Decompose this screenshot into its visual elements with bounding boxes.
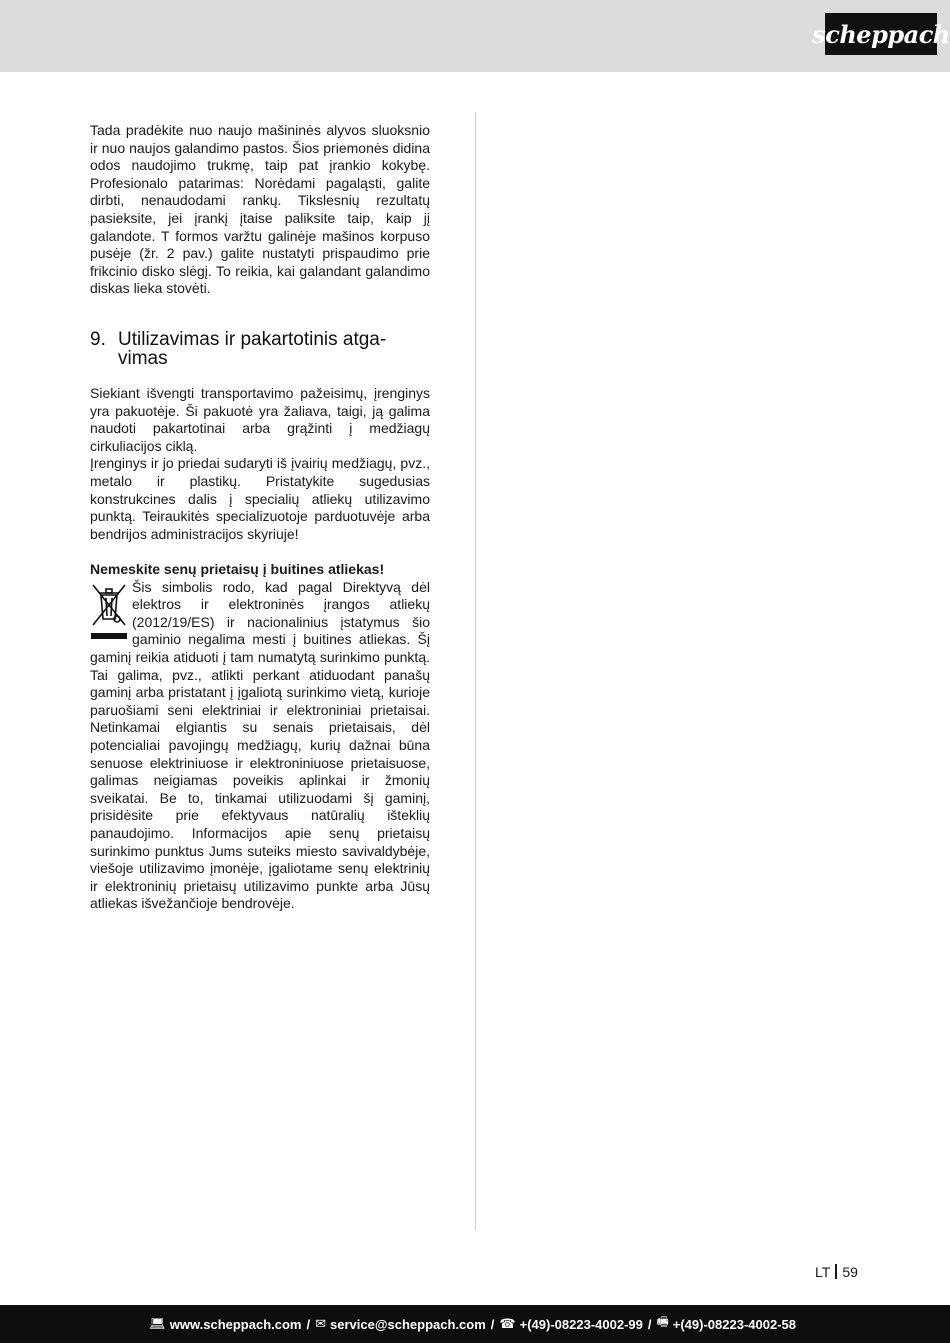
brand-logo: scheppach [825,13,937,55]
page-number [815,1264,858,1280]
page-language: LT [815,1264,831,1280]
header-band [0,0,950,72]
page-number-separator [835,1264,837,1279]
section-title-line1: Utilizavimas ir pakartotinis atga- [118,329,387,350]
footer-phone: +(49)-08223-4002-99 [519,1316,643,1332]
footer-fax: +(49)-08223-4002-58 [672,1316,796,1332]
warning-title: Nemeskite senų prietaisų į buitines atliekas! [90,561,385,577]
footer-bar [0,1305,950,1343]
section-paragraph-2: Įrenginys ir jo priedai sudaryti iš įvairių medžiagų, pvz., metalo ir plastikų. Pristatykite sugedusias konstrukcines dalis į specialių atliekų utilizavimo punktą. Teiraukitės specializuotoje parduotuvėje arba bendrijos administracijos skyriuje! [90,455,430,542]
crossed-bin-icon [90,579,128,641]
intro-paragraph: Tada pradėkite nuo naujo mašininės alyvos sluoksnio ir nuo naujos galandimo pastos. Šios priemonės didina odos naudojimo trukmę, taip pat įrankio kokybę. Profesionalo patarimas: Norėdami pagaląsti, galite dirbti, nenaudodami rankų. Tikslesnių rezultatų pasieksite, jei įrankį įtaise paliksite taip, kaip jį galandote. T formos varžtu galinėje mašinos korpuso pusėje (žr. 2 pav.) galite nustatyti prispaudimo prie frikcinio disko slėgį. To reikia, kai galandant galandimo diskas lieka stovėti. [90,122,430,297]
footer-separator: / [647,1316,652,1332]
section-paragraph-1: Siekiant išvengti transportavimo pažeisimų, įrenginys yra pakuotėje. Ši pakuotė yra žaliava, taigi, ją galima naudoti pakartotinai arba grąžinti į medžiagų cirkuliacijos ciklą. [90,385,430,454]
phone-icon: ☎︎ [499,1316,516,1331]
computer-icon: 💻︎ [149,1316,166,1331]
section-title [90,330,430,368]
section-body [90,385,430,543]
footer-website[interactable]: www.scheppach.com [169,1316,302,1332]
warning-body: Šis simbolis rodo, kad pagal Direktyvą dėl elektros ir elektroninės įrangos atliekų (2012/19/ES) ir nacionalinius įstatymus šio gaminio negalima mesti į buitines atliekas. Šį gaminį reikia atiduoti į tam numatytą surinkimo punktą. Tai galima, pvz., atlikti perkant atiduodant panašų gaminį arba pristatant į įgaliotą surinkimo vietą, kurioje paruošiami seni elektriniai ir elektroniniai prietaisai. Netinkamai elgiantis su senais prietaisais, dėl potencialiai pavojingų medžiagų, kurių dažnai būna senuose elektriniuose ir elektroniniuose prietaisuose, galimas neigiamas poveikis aplinkai ir žmonių sveikatai. Be to, tinkamai utilizuodami šį gaminį, prisidėsite prie efektyvaus natūralių išteklių panaudojimo. Informacijos apie senų prietaisų surinkimo punktus Jums suteiks miesto savivaldybėje, viešoje utilizavimo įmonėje, įgaliotame senų elektrinių ir elektroninių prietaisų utilizavimo punkte arba Jūsų atliekas išvežančioje bendrovėje. [90,578,430,912]
fax-icon: 🖷︎ [656,1314,669,1329]
page-number-value: 59 [842,1264,858,1280]
intro-text [90,122,430,298]
mail-icon: ✉︎ [315,1316,327,1331]
section-title-line2: vimas [118,348,168,369]
column-divider [475,112,476,1230]
weee-warning [90,561,430,913]
footer-separator: / [306,1316,311,1332]
section-number: 9. [90,329,106,350]
footer-separator: / [490,1316,495,1332]
footer-email[interactable]: service@scheppach.com [330,1316,486,1332]
